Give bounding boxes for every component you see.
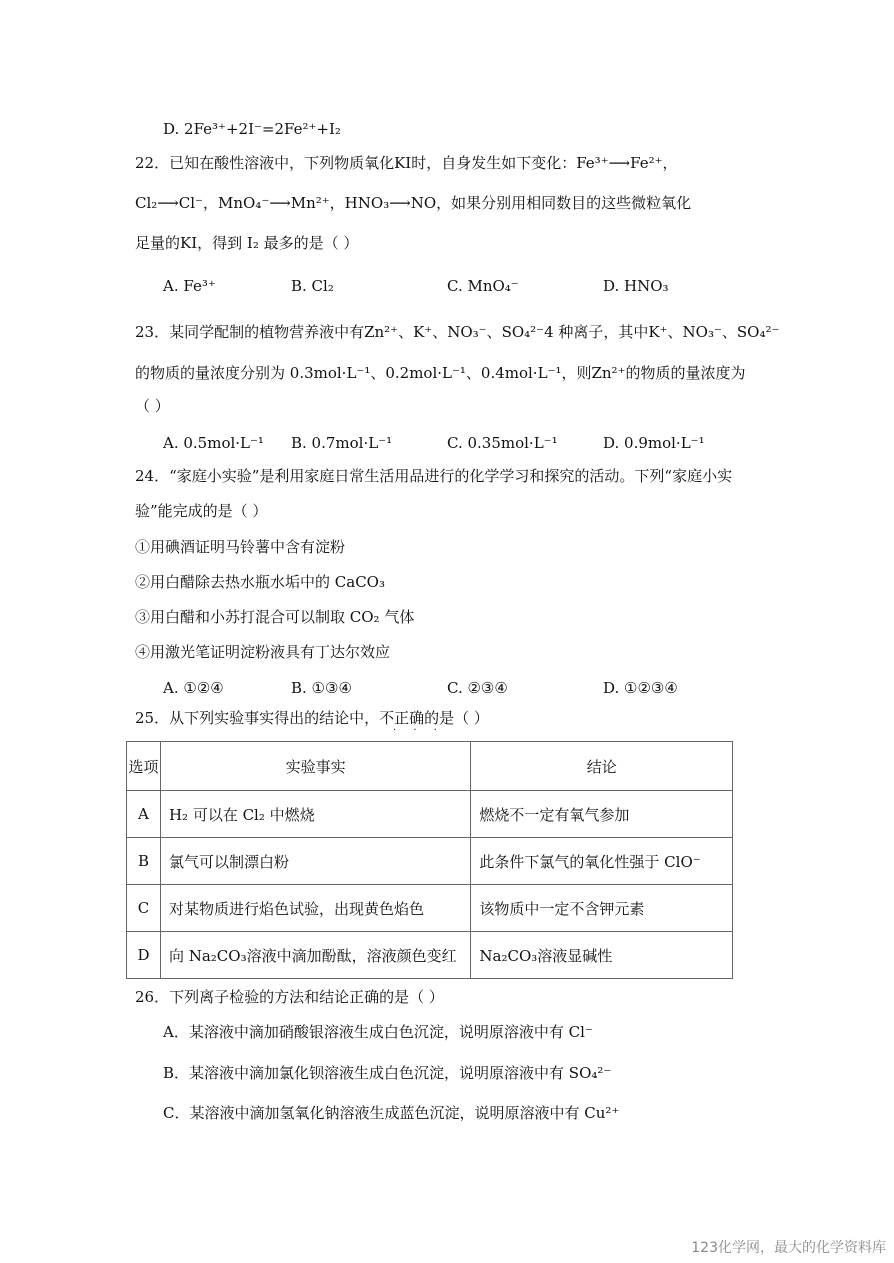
text-line-q22c: 足量的KI，得到 I₂ 最多的是（ ） — [135, 234, 359, 252]
choice-option-q24oC: C. ②③④ — [447, 679, 508, 697]
text-line-q24e: ③用白醋和小苏打混合可以制取 CO₂ 气体 — [135, 608, 415, 626]
table-cell: 燃烧不一定有氧气参加 — [471, 791, 733, 838]
text-line-q26b: B．某溶液中滴加氯化钡溶液生成白色沉淀，说明原溶液中有 SO₄²⁻ — [163, 1064, 612, 1082]
choice-option-q22oD: D. HNO₃ — [603, 277, 669, 295]
choice-option-q24oD: D. ①②③④ — [603, 679, 678, 697]
table-cell: 此条件下氯气的氧化性强于 ClO⁻ — [471, 838, 733, 885]
text-line-q26: 26．下列离子检验的方法和结论正确的是（ ） — [135, 988, 444, 1006]
text-line-q24b: 验”能完成的是（ ） — [135, 502, 268, 520]
choice-option-q23oC: C. 0.35mol·L⁻¹ — [447, 434, 558, 452]
text-line-q24a: 24．“家庭小实验”是利用家庭日常生活用品进行的化学学习和探究的活动。下列“家庭小实 — [135, 467, 733, 485]
choice-option-q23oD: D. 0.9mol·L⁻¹ — [603, 434, 705, 452]
table-cell: 向 Na₂CO₃溶液中滴加酚酞，溶液颜色变红 — [160, 932, 470, 979]
table-cell: 氯气可以制漂白粉 — [160, 838, 470, 885]
header-option: 选项 — [127, 742, 161, 791]
table-header-row — [127, 742, 733, 791]
text-line-q24f: ④用激光笔证明淀粉液具有丁达尔效应 — [135, 643, 391, 661]
header-fact: 实验事实 — [160, 742, 470, 791]
text-line-q22a: 22．已知在酸性溶液中，下列物质氧化KI时，自身发生如下变化：Fe³⁺⟶Fe²⁺， — [135, 154, 678, 172]
text-line-q25: 25．从下列实验事实得出的结论中，不正确的是（ ） — [135, 709, 489, 727]
choice-option-q22oB: B. Cl₂ — [291, 277, 334, 295]
text-line-q26c: C．某溶液中滴加氢氧化钠溶液生成蓝色沉淀，说明原溶液中有 Cu²⁺ — [163, 1104, 620, 1122]
emphasis-dots: · · · — [393, 725, 444, 736]
table-cell: C — [127, 885, 161, 932]
choice-option-q23oB: B. 0.7mol·L⁻¹ — [291, 434, 393, 452]
table-cell: 对某物质进行焰色试验，出现黄色焰色 — [160, 885, 470, 932]
header-conclusion: 结论 — [471, 742, 733, 791]
table-row — [127, 932, 733, 979]
choice-option-q24oB: B. ①③④ — [291, 679, 352, 697]
table-row — [127, 838, 733, 885]
table-cell: Na₂CO₃溶液显碱性 — [471, 932, 733, 979]
choice-option-q24oA: A. ①②④ — [163, 679, 224, 697]
table-cell: 该物质中一定不含钾元素 — [471, 885, 733, 932]
table-cell: A — [127, 791, 161, 838]
choice-option-q22oC: C. MnO₄⁻ — [447, 277, 519, 295]
text-line-q22b: Cl₂⟶Cl⁻，MnO₄⁻⟶Mn²⁺，HNO₃⟶NO，如果分别用相同数目的这些微粒氧化 — [135, 194, 692, 212]
choice-option-q23oA: A. 0.5mol·L⁻¹ — [163, 434, 264, 452]
text-line-q21d: D. 2Fe³⁺+2I⁻=2Fe²⁺+I₂ — [163, 120, 341, 138]
text-line-q24d: ②用白醋除去热水瓶水垢中的 CaCO₃ — [135, 573, 385, 591]
text-line-q24c: ①用碘酒证明马铃薯中含有淀粉 — [135, 538, 346, 556]
table-cell: H₂ 可以在 Cl₂ 中燃烧 — [160, 791, 470, 838]
choice-option-q22oA: A. Fe³⁺ — [163, 277, 216, 295]
table-row — [127, 791, 733, 838]
table-cell: B — [127, 838, 161, 885]
text-line-q26a: A．某溶液中滴加硝酸银溶液生成白色沉淀，说明原溶液中有 Cl⁻ — [163, 1023, 593, 1041]
text-line-q23c: （ ） — [135, 397, 170, 415]
footer-watermark: 123化学网，最大的化学资料库 — [691, 1240, 886, 1256]
experiment-table — [126, 741, 733, 979]
table-row — [127, 885, 733, 932]
table-cell: D — [127, 932, 161, 979]
text-line-q23a: 23．某同学配制的植物营养液中有Zn²⁺、K⁺、NO₃⁻、SO₄²⁻4 种离子，其中K⁺、NO₃⁻、SO₄²⁻ — [135, 323, 780, 341]
text-line-q23b: 的物质的量浓度分别为 0.3mol·L⁻¹、0.2mol·L⁻¹、0.4mol·L⁻¹，则Zn²⁺的物质的量浓度为 — [135, 364, 746, 382]
